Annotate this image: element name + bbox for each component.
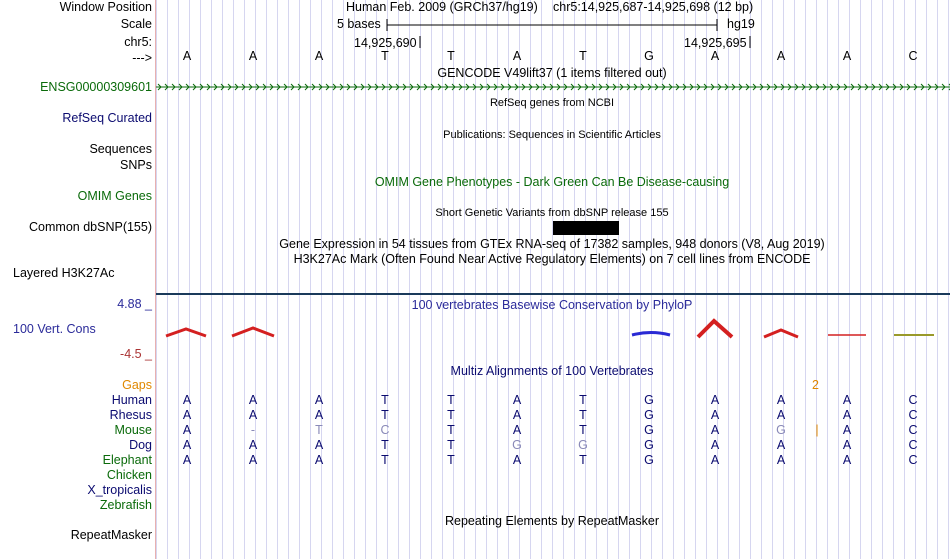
h3k27ac-track-title[interactable]: H3K27Ac Mark (Often Found Near Active Regulatory Elements) on 7 cell lines from ENCODE [293,252,811,266]
alignment-base: A [776,393,786,407]
alignment-base: A [842,453,852,467]
position-text: chr5:14,925,687-14,925,698 (12 bp) [553,0,754,14]
species-chicken-label: Chicken [106,468,152,482]
track-graphics [156,0,950,559]
alignment-base: G [644,423,654,437]
species-xtropicalis-label: X_tropicalis [87,483,152,497]
alignment-base: T [381,453,389,467]
alignment-base: G [644,393,654,407]
sequence-base: A [842,49,852,63]
gencode-track-title[interactable]: GENCODE V49lift37 (1 items filtered out) [437,66,667,80]
alignment-base: A [710,393,720,407]
alignment-base: G [578,438,588,452]
alignment-base: C [380,423,390,437]
alignment-base: A [776,408,786,422]
alignment-base: A [314,408,324,422]
snps-track-label[interactable]: SNPs [120,158,152,172]
gaps-count: 2 [812,378,819,392]
gencode-gene-line [156,84,950,90]
alignment-base: A [842,423,852,437]
alignment-base: T [381,438,389,452]
species-dog-label: Dog [129,438,152,452]
species-mouse-label: Mouse [114,423,152,437]
gaps-label: Gaps [122,378,152,392]
alignment-base: T [381,393,389,407]
scale-db: hg19 [727,17,755,31]
alignment-base: A [248,408,258,422]
alignment-base: G [776,423,786,437]
scale-text: 5 bases [337,17,381,31]
sequence-base: T [579,49,587,63]
h3k27ac-track-label[interactable]: Layered H3K27Ac [13,266,115,280]
species-elephant-label: Elephant [102,453,152,467]
alignment-base: A [776,453,786,467]
assembly-title: Human Feb. 2009 (GRCh37/hg19) [346,0,538,14]
alignment-base: A [776,438,786,452]
alignment-base: A [182,408,192,422]
window-position-label: Window Position [59,0,152,14]
alignment-base: T [447,438,455,452]
alignment-base: A [512,423,522,437]
alignment-base: T [381,408,389,422]
alignment-base: A [182,453,192,467]
alignment-base: A [710,438,720,452]
dbsnp-track-label[interactable]: Common dbSNP(155) [29,220,152,234]
publications-track-title[interactable]: Publications: Sequences in Scientific Articles [443,129,661,141]
alignment-base: T [447,393,455,407]
gencode-item-label[interactable]: ENSG00000309601 [40,80,152,94]
alignment-base: A [182,393,192,407]
alignment-base: G [644,453,654,467]
alignment-base: A [710,423,720,437]
sequence-base: A [776,49,786,63]
alignment-base: A [512,408,522,422]
sequence-base: A [512,49,522,63]
sequences-track-label[interactable]: Sequences [89,142,152,156]
sequence-base: T [447,49,455,63]
repeatmasker-track-label[interactable]: RepeatMasker [70,528,152,542]
sequence-base: T [381,49,389,63]
alignment-base: A [512,393,522,407]
omim-track-title[interactable]: OMIM Gene Phenotypes - Dark Green Can Be Disease-causing [374,175,730,189]
alignment-base: T [579,423,587,437]
alignment-base: T [447,423,455,437]
alignment-base: T [447,408,455,422]
cons-max-label: 4.88 _ [117,297,152,311]
track-labels [0,0,156,559]
repeatmasker-track-title[interactable]: Repeating Elements by RepeatMasker [444,514,660,528]
alignment-base: A [248,393,258,407]
alignment-base: G [512,438,522,452]
dbsnp-track-title[interactable]: Short Genetic Variants from dbSNP release 155 [435,207,669,219]
alignment-base: A [842,393,852,407]
refseq-track-title[interactable]: RefSeq genes from NCBI [489,97,615,109]
phylop-conservation-glyphs [166,321,934,337]
coord-690: 14,925,690 [354,36,417,50]
phylop-track-title[interactable]: 100 vertebrates Basewise Conservation by PhyloP [411,298,693,312]
species-rhesus-label: Rhesus [109,408,152,422]
scale-label: Scale [120,17,152,31]
alignment-base: A [182,423,192,437]
alignment-base: A [710,408,720,422]
refseq-track-label[interactable]: RefSeq Curated [62,111,152,125]
dbsnp-variant-box [553,221,619,235]
cons-track-label[interactable]: 100 Vert. Cons [13,322,96,336]
alignment-base: G [644,408,654,422]
alignment-base: C [908,423,918,437]
alignment-base: C [908,393,918,407]
sequence-base: A [248,49,258,63]
alignment-base: A [248,453,258,467]
alignment-base: A [842,408,852,422]
sequence-base: G [644,49,654,63]
alignment-base: T [315,423,323,437]
alignment-base: A [314,438,324,452]
multiz-track-title[interactable]: Multiz Alignments of 100 Vertebrates [450,364,654,378]
alignment-base: C [908,438,918,452]
alignment-base: T [579,408,587,422]
species-human-label: Human [111,393,152,407]
sequence-base: A [710,49,720,63]
alignment-base: A [512,453,522,467]
omim-track-label[interactable]: OMIM Genes [77,189,152,203]
cons-min-label: -4.5 _ [120,347,152,361]
alignment-base: T [447,453,455,467]
alignment-base: - [250,423,256,437]
alignment-base: A [314,453,324,467]
alignment-base: A [710,453,720,467]
sequence-base: A [314,49,324,63]
alignment-base: T [579,393,587,407]
species-zebrafish-label: Zebrafish [99,498,152,512]
alignment-base: A [248,438,258,452]
alignment-base: A [182,438,192,452]
chrom-label: chr5: [124,35,152,49]
alignment-base: T [579,453,587,467]
alignment-base: C [908,453,918,467]
alignment-base: A [314,393,324,407]
coord-695: 14,925,695 [684,36,747,50]
alignment-base: G [644,438,654,452]
gtex-track-title[interactable]: Gene Expression in 54 tissues from GTEx RNA-seq of 17382 samples, 948 donors (V8, Aug 2019) [279,237,825,251]
alignment-base: C [908,408,918,422]
alignment-insertion-mark: | [815,423,819,437]
sequence-base: C [908,49,918,63]
sequence-base: A [182,49,192,63]
alignment-base: A [842,438,852,452]
track-image[interactable] [156,0,950,559]
strand-label: ---> [132,51,152,65]
